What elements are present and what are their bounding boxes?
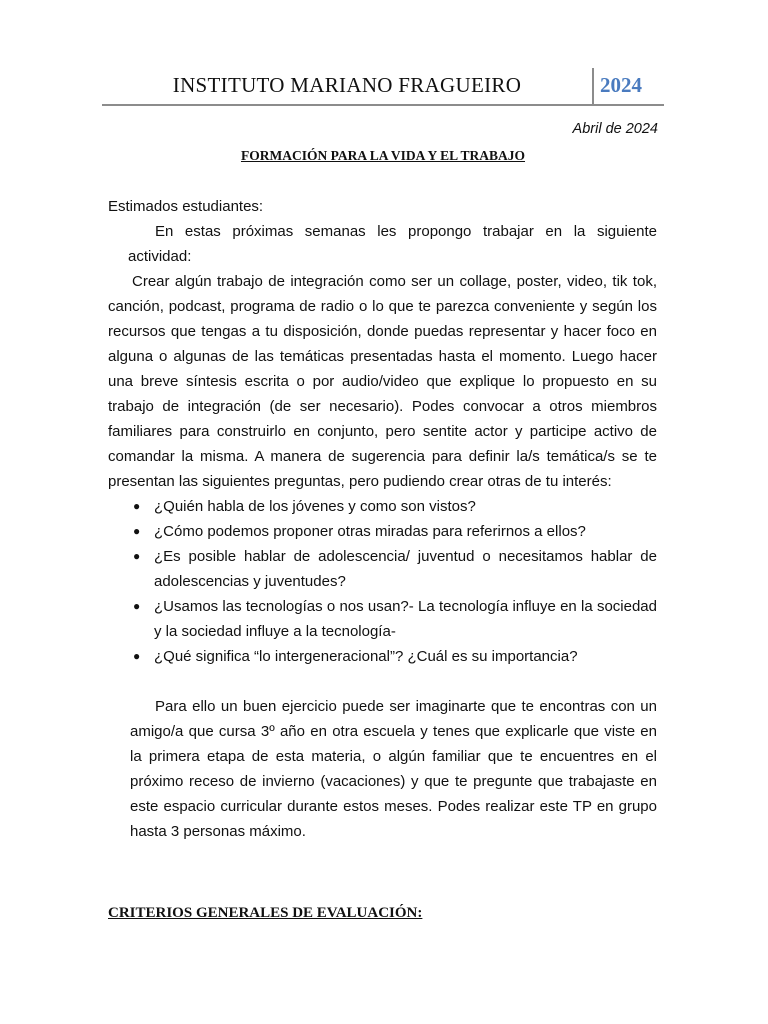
document-header xyxy=(102,68,664,106)
list-item xyxy=(108,494,657,519)
criteria-heading: CRITERIOS GENERALES DE EVALUACIÓN: xyxy=(108,905,423,921)
assignment-paragraph: Crear algún trabajo de integración como ser un collage, poster, video, tik tok, canción, podcast, programa de radio o lo que te parezca conveniente y según los recursos que tengas a tu disposición, donde puedas representar y hacer foco en alguna o algunas de las temáticas presentadas hasta el momento. Luego hacer una breve síntesis escrita o por audio/video que explique lo propuesto en su trabajo de integración (de ser necesario). Podes convocar a otros miembros familiares para construirlo en conjunto, pero sentite actor y participe activo de comandar la misma. A manera de sugerencia para definir la/s temática/s se te presentan las siguientes preguntas, pero pudiendo crear otras de tu interés: xyxy=(108,273,657,490)
list-item xyxy=(108,544,657,594)
bullet-icon: ● xyxy=(133,524,141,538)
bullet-icon: ● xyxy=(133,549,141,563)
document-body xyxy=(108,194,657,844)
bullet-icon: ● xyxy=(133,499,141,513)
list-item xyxy=(108,594,657,644)
institution-name: INSTITUTO MARIANO FRAGUEIRO xyxy=(172,73,522,97)
list-item xyxy=(108,644,657,669)
question-text: ¿Quién habla de los jóvenes y como son vistos? xyxy=(154,498,476,515)
subject-title: FORMACIÓN PARA LA VIDA Y EL TRABAJO xyxy=(240,148,526,163)
list-item xyxy=(108,519,657,544)
bullet-icon: ● xyxy=(133,599,141,613)
closing-paragraph: Para ello un buen ejercicio puede ser imaginarte que te encontras con un amigo/a que cursa 3º año en otra escuela y tenes que explicarle que viste en la primera etapa de esta materia, o algún familiar que te encuentres en el próximo receso de invierno (vacaciones) y que te pregunte que trabajaste en este espacio curricular durante estos meses. Podes realizar este TP en grupo hasta 3 personas máximo. xyxy=(130,698,657,840)
question-text: ¿Cómo podemos proponer otras miradas para referirnos a ellos? xyxy=(154,523,586,540)
question-text: ¿Qué significa “lo intergeneracional”? ¿Cuál es su importancia? xyxy=(154,648,578,665)
question-list xyxy=(108,494,657,669)
greeting: Estimados estudiantes: xyxy=(108,198,264,215)
header-divider xyxy=(592,68,594,104)
document-date: Abril de 2024 xyxy=(572,121,658,137)
question-text: ¿Es posible hablar de adolescencia/ juventud o necesitamos hablar de adolescencias y juventudes? xyxy=(154,548,657,590)
intro-paragraph: En estas próximas semanas les propongo trabajar en la siguiente actividad: xyxy=(128,223,657,265)
header-year: 2024 xyxy=(600,73,642,97)
bullet-icon: ● xyxy=(133,649,141,663)
question-text: ¿Usamos las tecnologías o nos usan?- La tecnología influye en la sociedad y la sociedad influye a la tecnología- xyxy=(154,598,657,640)
